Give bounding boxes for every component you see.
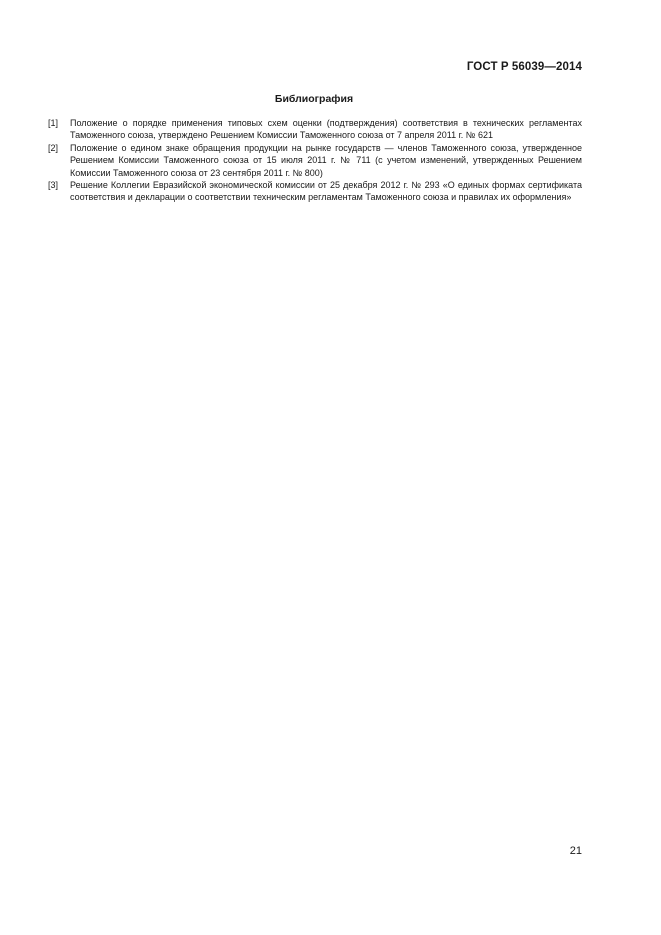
bibliography-item xyxy=(48,117,582,142)
bibliography-list xyxy=(48,117,582,204)
bibliography-text: Положение о порядке применения типовых схем оценки (подтверждения) соответствия в технических регламентах Таможенного союза, утверждено Решением Комиссии Таможенного союза от 7 апреля 2011 г. № 621 xyxy=(70,118,582,141)
section-title: Библиография xyxy=(274,93,354,105)
bibliography-item xyxy=(48,142,582,179)
bibliography-number: [1] xyxy=(48,118,59,128)
bibliography-text: Решение Коллегии Евразийской экономической комиссии от 25 декабря 2012 г. № 293 «О единых формах сертификата соответствия и декларации о соответствии техническим регламентам Таможенного союза и правилах их оформления» xyxy=(70,180,582,203)
bibliography-number: [3] xyxy=(48,180,59,191)
bibliography-text: Положение о едином знаке обращения продукции на рынке государств — членов Таможенного союза, утвержденное Решением Комиссии Таможенного союза от 15 июля 2011 г. № 711 (с учетом изменений, утвержденных Решением Комиссии Таможенного союза от 23 сентября 2011 г. № 800) xyxy=(70,142,582,178)
bibliography-item xyxy=(48,179,582,204)
document-code: ГОСТ Р 56039—2014 xyxy=(466,61,582,73)
page-number: 21 xyxy=(569,845,582,857)
bibliography-number: [2] xyxy=(48,142,59,153)
